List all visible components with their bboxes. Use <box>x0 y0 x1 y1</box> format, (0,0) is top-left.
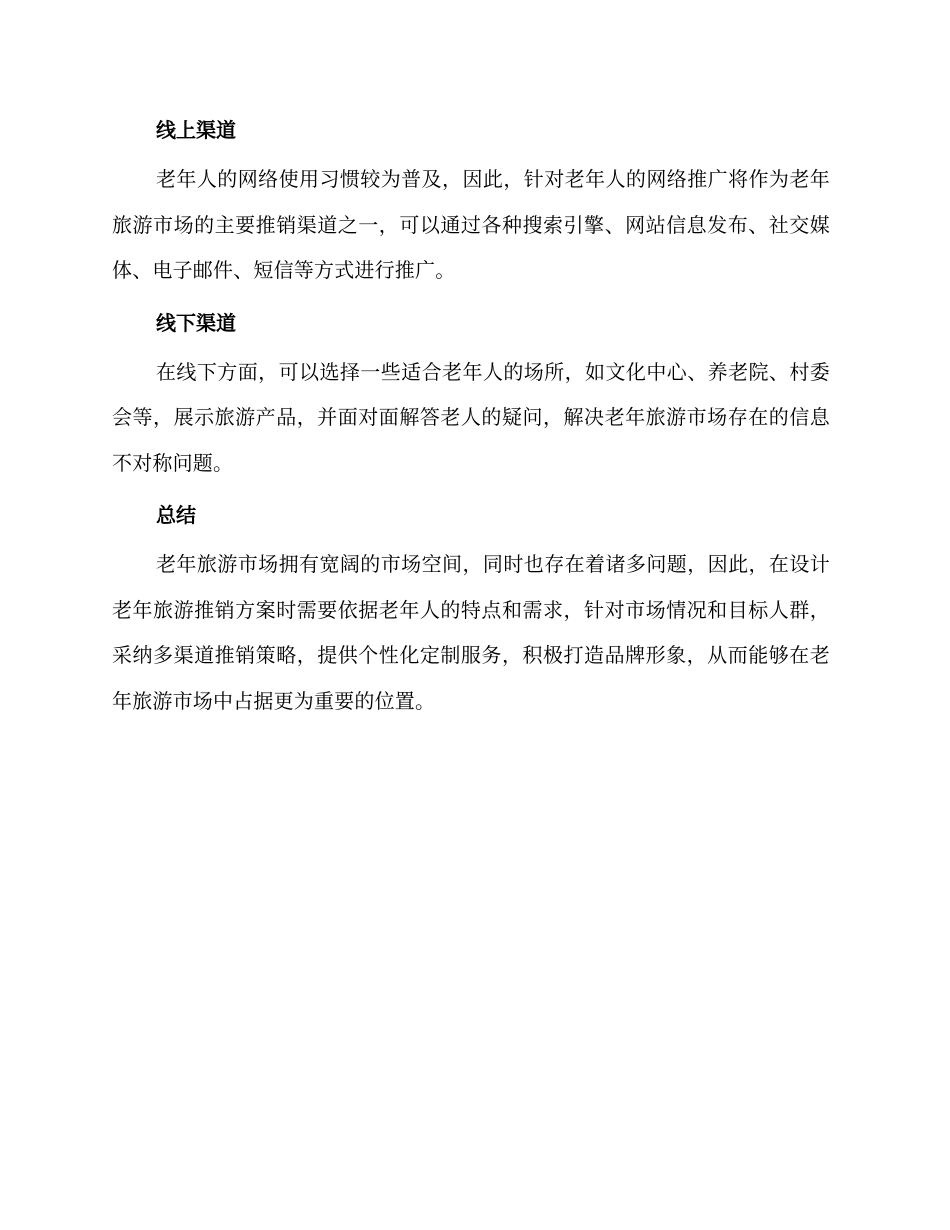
section-paragraph-offline-channel: 在线下方面，可以选择一些适合老年人的场所，如文化中心、养老院、村委会等，展示旅游产品，并面对面解答老人的疑问，解决老年旅游市场存在的信息不对称问题。 <box>112 359 830 475</box>
section-heading-online-channel: 线上渠道 <box>156 118 236 142</box>
section-paragraph-online-channel: 老年人的网络使用习惯较为普及，因此，针对老年人的网络推广将作为老年旅游市场的主要推销渠道之一，可以通过各种搜索引擎、网站信息发布、社交媒体、电子邮件、短信等方式进行推广。 <box>112 167 830 282</box>
section-heading-summary: 总结 <box>156 503 196 527</box>
section-paragraph-summary: 老年旅游市场拥有宽阔的市场空间，同时也存在着诸多问题，因此，在设计老年旅游推销方案时需要依据老年人的特点和需求，针对市场情况和目标人群，采纳多渠道推销策略，提供个性化定制服务，积极打造品牌形象，从而能够在老年旅游市场中占据更为重要的位置。 <box>112 552 830 713</box>
section-heading-offline-channel: 线下渠道 <box>156 310 236 335</box>
